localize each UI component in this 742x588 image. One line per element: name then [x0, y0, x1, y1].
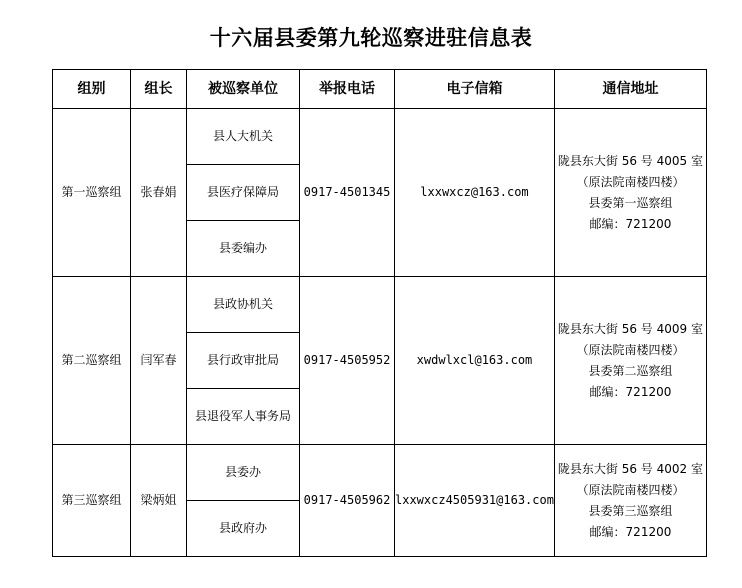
report-phone: 0917-4501345 — [300, 109, 395, 277]
inspected-unit: 县人大机关 — [187, 109, 300, 165]
address-line: 陇县东大街 56 号 4009 室 — [557, 321, 703, 336]
group-name: 第二巡察组 — [53, 277, 131, 445]
inspected-unit: 县政府办 — [187, 501, 300, 557]
address-line: 邮编：721200 — [589, 384, 672, 399]
header-leader: 组长 — [131, 70, 187, 109]
mailing-address — [554, 109, 706, 277]
address-line: 陇县东大街 56 号 4005 室 — [557, 153, 703, 168]
inspected-unit: 县政协机关 — [187, 277, 300, 333]
report-email: lxxwxcz@163.com — [395, 109, 555, 277]
inspected-unit: 县委编办 — [187, 221, 300, 277]
address-line: 县委第三巡察组 — [588, 503, 673, 518]
address-line: 县委第一巡察组 — [588, 195, 673, 210]
group-name: 第一巡察组 — [53, 109, 131, 277]
header-group: 组别 — [53, 70, 131, 109]
report-phone: 0917-4505962 — [300, 445, 395, 557]
report-phone: 0917-4505952 — [300, 277, 395, 445]
info-table — [52, 69, 707, 557]
mailing-address — [554, 445, 706, 557]
header-email: 电子信箱 — [395, 70, 555, 109]
inspected-unit: 县委办 — [187, 445, 300, 501]
table-header-row — [53, 70, 707, 109]
header-units: 被巡察单位 — [187, 70, 300, 109]
report-email: lxxwxcz4505931@163.com — [395, 445, 555, 557]
address-line: 县委第二巡察组 — [588, 363, 673, 378]
group-name: 第三巡察组 — [53, 445, 131, 557]
inspected-unit: 县医疗保障局 — [187, 165, 300, 221]
group-leader: 闫军春 — [131, 277, 187, 445]
address-line: 邮编：721200 — [589, 524, 672, 539]
address-line: （原法院南楼四楼） — [576, 482, 685, 497]
inspected-unit: 县退役军人事务局 — [187, 389, 300, 445]
group-leader: 梁炳姐 — [131, 445, 187, 557]
table-row — [53, 277, 707, 333]
report-email: xwdwlxcl@163.com — [395, 277, 555, 445]
address-line: 邮编：721200 — [589, 216, 672, 231]
address-line: （原法院南楼四楼） — [576, 174, 685, 189]
address-line: （原法院南楼四楼） — [576, 342, 685, 357]
group-leader: 张春娟 — [131, 109, 187, 277]
address-line: 陇县东大街 56 号 4002 室 — [557, 461, 703, 476]
header-phone: 举报电话 — [300, 70, 395, 109]
inspected-unit: 县行政审批局 — [187, 333, 300, 389]
mailing-address — [554, 277, 706, 445]
table-row — [53, 445, 707, 501]
table-row — [53, 109, 707, 165]
page-title: 十六届县委第九轮巡察进驻信息表 — [209, 25, 533, 50]
header-address: 通信地址 — [554, 70, 706, 109]
